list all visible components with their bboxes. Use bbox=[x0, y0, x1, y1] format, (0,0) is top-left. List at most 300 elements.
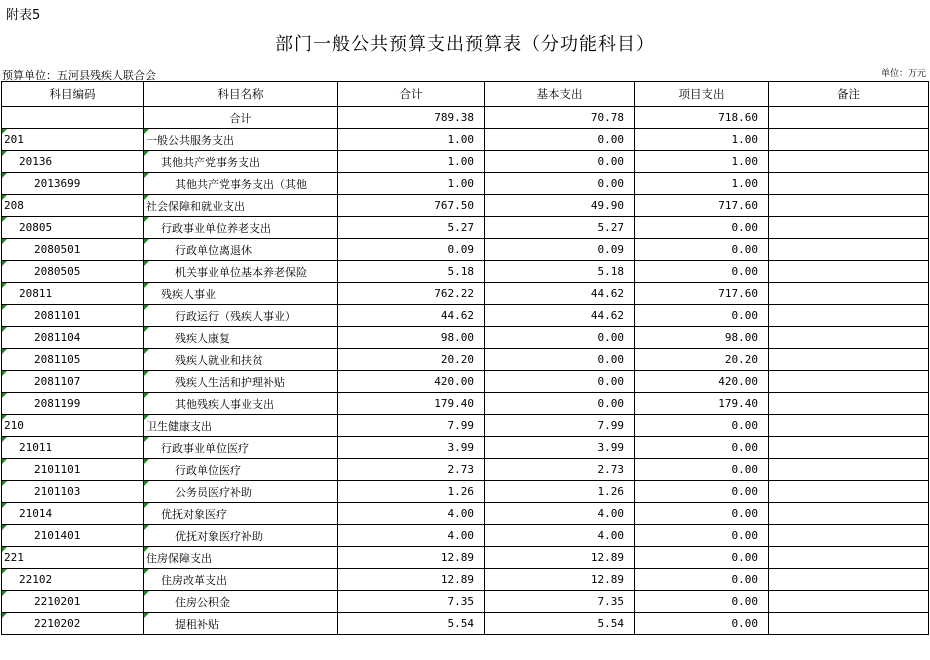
project-cell bbox=[635, 525, 769, 547]
project-cell bbox=[635, 107, 769, 129]
name-cell bbox=[144, 349, 338, 371]
project-cell-text: 0.00 bbox=[731, 309, 758, 322]
table-row bbox=[2, 569, 929, 591]
code-cell bbox=[2, 503, 144, 525]
total-cell-text: 7.35 bbox=[447, 595, 474, 608]
code-cell-text: 2080505 bbox=[34, 265, 81, 278]
basic-cell-text: 12.89 bbox=[590, 573, 624, 586]
name-cell bbox=[144, 107, 338, 129]
project-cell-text: 0.00 bbox=[731, 573, 758, 586]
project-cell bbox=[635, 129, 769, 151]
project-cell-text: 0.00 bbox=[731, 617, 758, 630]
total-cell-text: 1.00 bbox=[447, 133, 474, 146]
cell-marker-icon bbox=[144, 283, 149, 288]
table-row bbox=[2, 239, 929, 261]
table-row bbox=[2, 305, 929, 327]
table-body bbox=[2, 107, 929, 635]
cell-marker-icon bbox=[2, 613, 7, 618]
table-row bbox=[2, 459, 929, 481]
cell-marker-icon bbox=[144, 173, 149, 178]
code-cell bbox=[2, 547, 144, 569]
table-row bbox=[2, 437, 929, 459]
project-cell bbox=[635, 371, 769, 393]
table-row bbox=[2, 173, 929, 195]
basic-cell-text: 3.99 bbox=[597, 441, 624, 454]
basic-cell-text: 1.26 bbox=[597, 485, 624, 498]
project-cell bbox=[635, 437, 769, 459]
code-cell-text: 2081104 bbox=[34, 331, 81, 344]
basic-cell bbox=[485, 327, 635, 349]
project-cell bbox=[635, 239, 769, 261]
basic-cell bbox=[485, 591, 635, 613]
cell-marker-icon bbox=[2, 547, 7, 552]
name-cell-text: 其他残疾人事业支出 bbox=[175, 397, 274, 411]
code-cell bbox=[2, 525, 144, 547]
name-cell-text: 其他共产党事务支出（其他 bbox=[175, 177, 307, 191]
cell-marker-icon bbox=[2, 261, 7, 266]
note-cell bbox=[769, 481, 929, 503]
total-cell bbox=[338, 305, 485, 327]
total-cell bbox=[338, 415, 485, 437]
code-cell bbox=[2, 393, 144, 415]
code-cell-text: 221 bbox=[4, 551, 24, 564]
cell-marker-icon bbox=[144, 261, 149, 266]
project-cell-text: 0.00 bbox=[731, 485, 758, 498]
total-cell bbox=[338, 525, 485, 547]
cell-marker-icon bbox=[2, 481, 7, 486]
project-cell bbox=[635, 481, 769, 503]
basic-cell-text: 5.27 bbox=[597, 221, 624, 234]
code-cell-text: 2081199 bbox=[34, 397, 81, 410]
cell-marker-icon bbox=[2, 525, 7, 530]
project-cell bbox=[635, 415, 769, 437]
name-cell-text: 机关事业单位基本养老保险 bbox=[175, 265, 307, 279]
code-cell bbox=[2, 173, 144, 195]
cell-marker-icon bbox=[144, 613, 149, 618]
project-cell bbox=[635, 569, 769, 591]
table-row bbox=[2, 195, 929, 217]
name-cell-text: 社会保障和就业支出 bbox=[146, 199, 245, 213]
name-cell-text: 残疾人就业和扶贫 bbox=[175, 353, 263, 367]
name-cell bbox=[144, 547, 338, 569]
project-cell-text: 0.00 bbox=[731, 419, 758, 432]
basic-cell-text: 0.00 bbox=[597, 353, 624, 366]
name-cell bbox=[144, 327, 338, 349]
code-cell bbox=[2, 415, 144, 437]
basic-cell-text: 44.62 bbox=[590, 309, 624, 322]
code-cell-text: 2081105 bbox=[34, 353, 81, 366]
basic-cell bbox=[485, 107, 635, 129]
table-row bbox=[2, 547, 929, 569]
code-cell-text: 2210201 bbox=[34, 595, 81, 608]
code-cell bbox=[2, 613, 144, 635]
total-cell-text: 12.89 bbox=[440, 551, 474, 564]
basic-cell bbox=[485, 239, 635, 261]
table-row bbox=[2, 503, 929, 525]
currency-unit-label: 单位：万元 bbox=[880, 69, 926, 79]
cell-marker-icon bbox=[144, 569, 149, 574]
name-cell-text: 行政事业单位养老支出 bbox=[161, 221, 271, 235]
table-row bbox=[2, 525, 929, 547]
code-cell-text: 2081107 bbox=[34, 375, 81, 388]
basic-cell-text: 2.73 bbox=[597, 463, 624, 476]
basic-cell bbox=[485, 151, 635, 173]
project-cell-text: 0.00 bbox=[731, 221, 758, 234]
total-cell bbox=[338, 283, 485, 305]
basic-cell-text: 0.00 bbox=[597, 331, 624, 344]
total-cell-text: 1.26 bbox=[447, 485, 474, 498]
basic-cell bbox=[485, 305, 635, 327]
cell-marker-icon bbox=[144, 415, 149, 420]
project-cell-text: 718.60 bbox=[718, 111, 758, 124]
table-row bbox=[2, 415, 929, 437]
note-cell bbox=[769, 327, 929, 349]
name-cell bbox=[144, 481, 338, 503]
project-cell-text: 1.00 bbox=[731, 155, 758, 168]
name-cell-text: 公务员医疗补助 bbox=[175, 485, 252, 499]
table-row bbox=[2, 261, 929, 283]
project-cell bbox=[635, 459, 769, 481]
appendix-label: 附表5 bbox=[6, 8, 41, 23]
cell-marker-icon bbox=[2, 327, 7, 332]
project-cell-text: 1.00 bbox=[731, 133, 758, 146]
name-cell bbox=[144, 503, 338, 525]
name-cell-text: 一般公共服务支出 bbox=[146, 133, 234, 147]
name-cell bbox=[144, 415, 338, 437]
code-cell bbox=[2, 239, 144, 261]
code-cell bbox=[2, 349, 144, 371]
note-cell bbox=[769, 415, 929, 437]
basic-cell-text: 0.00 bbox=[597, 155, 624, 168]
cell-marker-icon bbox=[144, 327, 149, 332]
name-cell bbox=[144, 591, 338, 613]
note-cell bbox=[769, 503, 929, 525]
total-cell-text: 3.99 bbox=[447, 441, 474, 454]
project-cell bbox=[635, 591, 769, 613]
cell-marker-icon bbox=[144, 393, 149, 398]
basic-cell bbox=[485, 349, 635, 371]
name-cell-text: 卫生健康支出 bbox=[146, 419, 212, 433]
name-cell-text: 行政事业单位医疗 bbox=[161, 441, 249, 455]
cell-marker-icon bbox=[2, 393, 7, 398]
basic-cell bbox=[485, 503, 635, 525]
cell-marker-icon bbox=[2, 283, 7, 288]
cell-marker-icon bbox=[144, 525, 149, 530]
total-cell bbox=[338, 569, 485, 591]
project-cell-text: 20.20 bbox=[724, 353, 758, 366]
cell-marker-icon bbox=[144, 305, 149, 310]
total-cell bbox=[338, 349, 485, 371]
table-row bbox=[2, 217, 929, 239]
name-cell-text: 行政单位医疗 bbox=[175, 463, 241, 477]
total-cell bbox=[338, 547, 485, 569]
project-cell-text: 98.00 bbox=[724, 331, 758, 344]
name-cell bbox=[144, 371, 338, 393]
total-cell bbox=[338, 327, 485, 349]
total-cell-text: 179.40 bbox=[434, 397, 474, 410]
code-cell bbox=[2, 459, 144, 481]
name-cell bbox=[144, 129, 338, 151]
header-total: 合计 bbox=[338, 82, 485, 107]
table-row bbox=[2, 107, 929, 129]
basic-cell bbox=[485, 393, 635, 415]
cell-marker-icon bbox=[144, 217, 149, 222]
name-cell-text: 提租补贴 bbox=[175, 617, 219, 631]
name-cell-text: 残疾人康复 bbox=[175, 331, 230, 345]
total-cell-text: 7.99 bbox=[447, 419, 474, 432]
note-cell bbox=[769, 525, 929, 547]
basic-cell bbox=[485, 371, 635, 393]
code-cell-text: 2080501 bbox=[34, 243, 81, 256]
total-cell bbox=[338, 107, 485, 129]
basic-cell bbox=[485, 481, 635, 503]
project-cell bbox=[635, 503, 769, 525]
project-cell bbox=[635, 349, 769, 371]
cell-marker-icon bbox=[144, 547, 149, 552]
name-cell bbox=[144, 239, 338, 261]
project-cell bbox=[635, 393, 769, 415]
cell-marker-icon bbox=[144, 371, 149, 376]
table-row bbox=[2, 349, 929, 371]
code-cell bbox=[2, 591, 144, 613]
project-cell-text: 1.00 bbox=[731, 177, 758, 190]
cell-marker-icon bbox=[2, 129, 7, 134]
cell-marker-icon bbox=[2, 459, 7, 464]
basic-cell-text: 49.90 bbox=[590, 199, 624, 212]
cell-marker-icon bbox=[2, 503, 7, 508]
note-cell bbox=[769, 239, 929, 261]
note-cell bbox=[769, 437, 929, 459]
total-cell bbox=[338, 261, 485, 283]
basic-cell-text: 4.00 bbox=[597, 507, 624, 520]
basic-cell-text: 70.78 bbox=[590, 111, 624, 124]
cell-marker-icon bbox=[2, 349, 7, 354]
code-cell-text: 201 bbox=[4, 133, 24, 146]
note-cell bbox=[769, 107, 929, 129]
code-cell-text: 2081101 bbox=[34, 309, 81, 322]
header-code: 科目编码 bbox=[2, 82, 144, 107]
basic-cell bbox=[485, 217, 635, 239]
code-cell-text: 20805 bbox=[19, 221, 53, 234]
cell-marker-icon bbox=[144, 349, 149, 354]
cell-marker-icon bbox=[2, 415, 7, 420]
code-cell-text: 22102 bbox=[19, 573, 53, 586]
code-cell-text: 20811 bbox=[19, 287, 53, 300]
basic-cell bbox=[485, 415, 635, 437]
name-cell bbox=[144, 261, 338, 283]
total-cell-text: 44.62 bbox=[440, 309, 474, 322]
project-cell-text: 0.00 bbox=[731, 243, 758, 256]
note-cell bbox=[769, 173, 929, 195]
header-note: 备注 bbox=[769, 82, 929, 107]
cell-marker-icon bbox=[2, 217, 7, 222]
basic-cell bbox=[485, 569, 635, 591]
header-name: 科目名称 bbox=[144, 82, 338, 107]
note-cell bbox=[769, 151, 929, 173]
cell-marker-icon bbox=[2, 591, 7, 596]
cell-marker-icon bbox=[144, 591, 149, 596]
project-cell bbox=[635, 151, 769, 173]
total-cell bbox=[338, 613, 485, 635]
project-cell-text: 420.00 bbox=[718, 375, 758, 388]
cell-marker-icon bbox=[2, 569, 7, 574]
basic-cell-text: 5.18 bbox=[597, 265, 624, 278]
name-cell-text: 优抚对象医疗补助 bbox=[175, 529, 263, 543]
code-cell bbox=[2, 129, 144, 151]
cell-marker-icon bbox=[2, 173, 7, 178]
note-cell bbox=[769, 547, 929, 569]
basic-cell-text: 0.00 bbox=[597, 177, 624, 190]
table-row bbox=[2, 327, 929, 349]
page-title: 部门一般公共预算支出预算表（分功能科目） bbox=[275, 34, 655, 55]
total-cell-text: 4.00 bbox=[447, 507, 474, 520]
project-cell bbox=[635, 305, 769, 327]
basic-cell-text: 0.00 bbox=[597, 133, 624, 146]
header-basic: 基本支出 bbox=[485, 82, 635, 107]
note-cell bbox=[769, 283, 929, 305]
total-cell-text: 789.38 bbox=[434, 111, 474, 124]
project-cell bbox=[635, 217, 769, 239]
name-cell bbox=[144, 393, 338, 415]
total-cell bbox=[338, 481, 485, 503]
name-cell bbox=[144, 217, 338, 239]
code-cell-text: 21014 bbox=[19, 507, 53, 520]
budget-unit-label: 预算单位：五河县残疾人联合会 bbox=[2, 69, 156, 82]
total-cell bbox=[338, 503, 485, 525]
name-cell bbox=[144, 195, 338, 217]
project-cell bbox=[635, 261, 769, 283]
table-row bbox=[2, 481, 929, 503]
table-row bbox=[2, 591, 929, 613]
project-cell bbox=[635, 195, 769, 217]
basic-cell-text: 7.99 bbox=[597, 419, 624, 432]
project-cell-text: 0.00 bbox=[731, 441, 758, 454]
project-cell-text: 0.00 bbox=[731, 265, 758, 278]
code-cell bbox=[2, 371, 144, 393]
code-cell bbox=[2, 437, 144, 459]
project-cell bbox=[635, 547, 769, 569]
project-cell bbox=[635, 613, 769, 635]
total-cell bbox=[338, 129, 485, 151]
basic-cell-text: 4.00 bbox=[597, 529, 624, 542]
name-cell-text: 住房公积金 bbox=[175, 595, 230, 609]
total-cell bbox=[338, 371, 485, 393]
table-row bbox=[2, 613, 929, 635]
cell-marker-icon bbox=[2, 371, 7, 376]
code-cell bbox=[2, 107, 144, 129]
basic-cell-text: 12.89 bbox=[590, 551, 624, 564]
code-cell-text: 2101103 bbox=[34, 485, 81, 498]
code-cell-text: 2101101 bbox=[34, 463, 81, 476]
name-cell-text: 合计 bbox=[229, 111, 252, 125]
total-cell-text: 98.00 bbox=[440, 331, 474, 344]
note-cell bbox=[769, 371, 929, 393]
name-cell-text: 住房改革支出 bbox=[161, 573, 227, 587]
name-cell-text: 残疾人事业 bbox=[161, 287, 216, 301]
total-cell-text: 20.20 bbox=[440, 353, 474, 366]
code-cell-text: 2210202 bbox=[34, 617, 81, 630]
total-cell bbox=[338, 151, 485, 173]
note-cell bbox=[769, 195, 929, 217]
project-cell-text: 0.00 bbox=[731, 595, 758, 608]
basic-cell-text: 7.35 bbox=[597, 595, 624, 608]
name-cell bbox=[144, 305, 338, 327]
project-cell-text: 0.00 bbox=[731, 463, 758, 476]
name-cell bbox=[144, 437, 338, 459]
note-cell bbox=[769, 261, 929, 283]
name-cell-text: 住房保障支出 bbox=[146, 551, 212, 565]
project-cell-text: 717.60 bbox=[718, 199, 758, 212]
total-cell-text: 12.89 bbox=[440, 573, 474, 586]
total-cell-text: 5.18 bbox=[447, 265, 474, 278]
basic-cell-text: 0.00 bbox=[597, 397, 624, 410]
name-cell bbox=[144, 569, 338, 591]
cell-marker-icon bbox=[2, 437, 7, 442]
name-cell bbox=[144, 613, 338, 635]
basic-cell bbox=[485, 261, 635, 283]
total-cell-text: 0.09 bbox=[447, 243, 474, 256]
code-cell-text: 21011 bbox=[19, 441, 53, 454]
cell-marker-icon bbox=[144, 239, 149, 244]
note-cell bbox=[769, 129, 929, 151]
note-cell bbox=[769, 613, 929, 635]
total-cell bbox=[338, 591, 485, 613]
budget-table bbox=[1, 81, 929, 635]
code-cell bbox=[2, 195, 144, 217]
code-cell-text: 2013699 bbox=[34, 177, 81, 190]
basic-cell bbox=[485, 195, 635, 217]
code-cell bbox=[2, 481, 144, 503]
project-cell-text: 179.40 bbox=[718, 397, 758, 410]
name-cell bbox=[144, 459, 338, 481]
code-cell-text: 210 bbox=[4, 419, 24, 432]
total-cell bbox=[338, 217, 485, 239]
code-cell bbox=[2, 261, 144, 283]
total-cell-text: 2.73 bbox=[447, 463, 474, 476]
cell-marker-icon bbox=[144, 503, 149, 508]
code-cell-text: 2101401 bbox=[34, 529, 81, 542]
cell-marker-icon bbox=[144, 459, 149, 464]
cell-marker-icon bbox=[144, 151, 149, 156]
total-cell-text: 420.00 bbox=[434, 375, 474, 388]
basic-cell-text: 44.62 bbox=[590, 287, 624, 300]
basic-cell bbox=[485, 173, 635, 195]
basic-cell bbox=[485, 613, 635, 635]
note-cell bbox=[769, 217, 929, 239]
basic-cell bbox=[485, 459, 635, 481]
name-cell-text: 残疾人生活和护理补贴 bbox=[175, 375, 285, 389]
project-cell-text: 0.00 bbox=[731, 529, 758, 542]
code-cell bbox=[2, 305, 144, 327]
basic-cell bbox=[485, 547, 635, 569]
name-cell-text: 优抚对象医疗 bbox=[161, 507, 227, 521]
total-cell-text: 1.00 bbox=[447, 155, 474, 168]
name-cell bbox=[144, 283, 338, 305]
note-cell bbox=[769, 591, 929, 613]
basic-cell bbox=[485, 437, 635, 459]
table-header-row bbox=[2, 82, 929, 107]
total-cell-text: 4.00 bbox=[447, 529, 474, 542]
total-cell-text: 1.00 bbox=[447, 177, 474, 190]
note-cell bbox=[769, 569, 929, 591]
basic-cell bbox=[485, 129, 635, 151]
project-cell-text: 0.00 bbox=[731, 507, 758, 520]
total-cell-text: 5.54 bbox=[447, 617, 474, 630]
basic-cell-text: 5.54 bbox=[597, 617, 624, 630]
table-row bbox=[2, 151, 929, 173]
code-cell bbox=[2, 327, 144, 349]
project-cell-text: 717.60 bbox=[718, 287, 758, 300]
